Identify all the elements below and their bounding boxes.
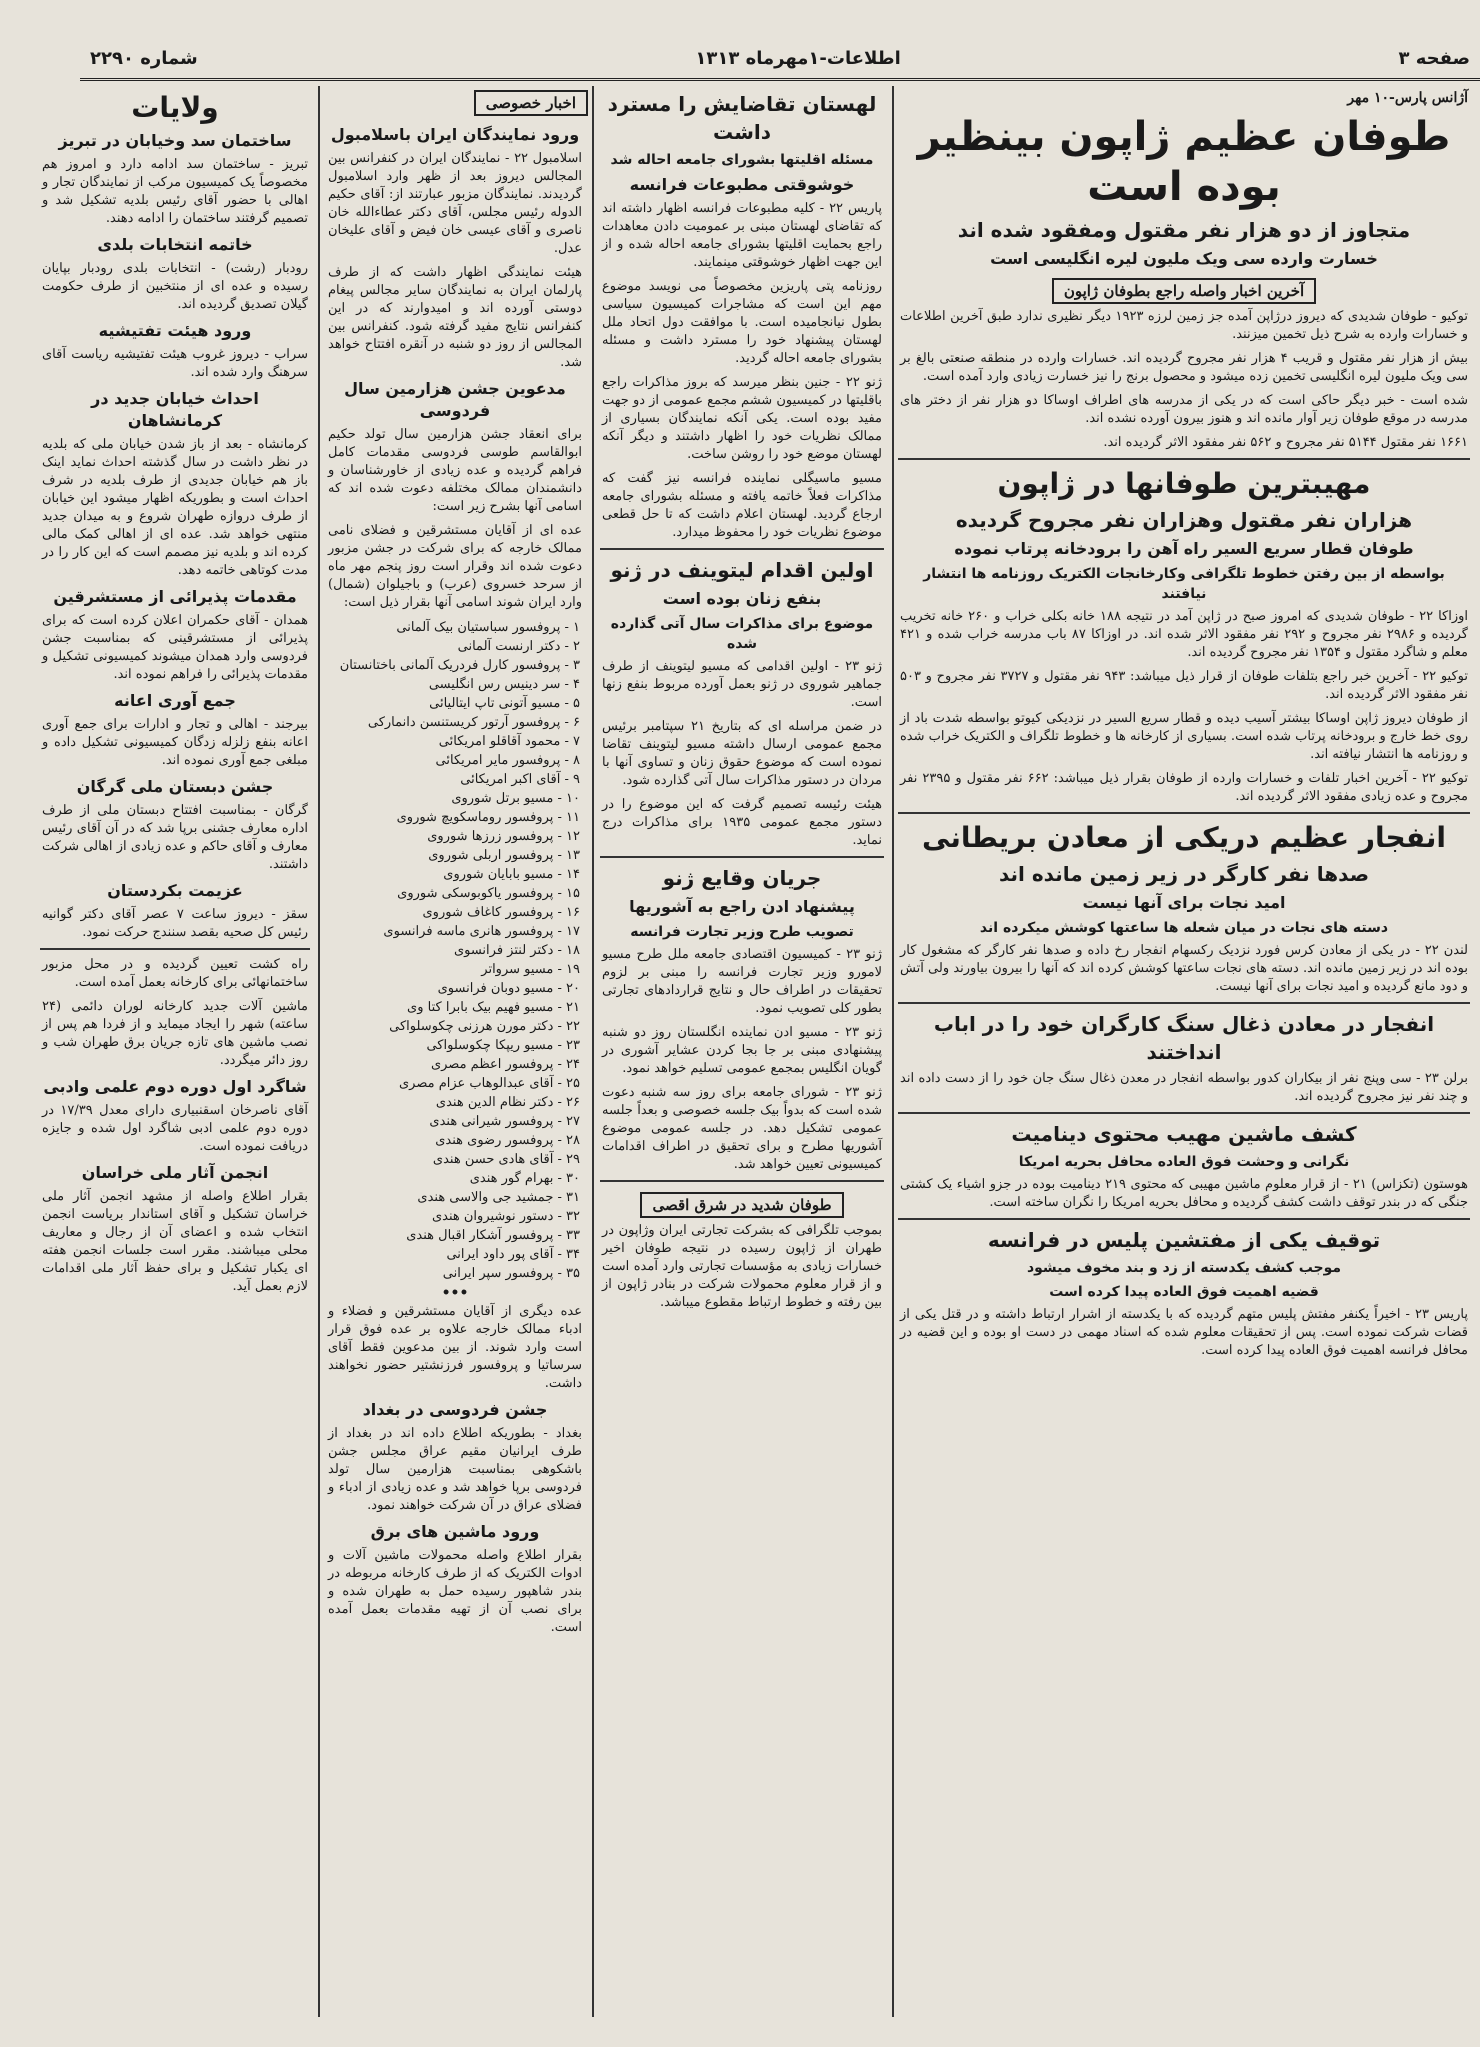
column-4: [36, 86, 314, 2017]
divider: [40, 948, 310, 950]
kicker-telegraph: بواسطه از بین رفتن خطوط تلگرافی وکارخانجات الکتریک روزنامه ها انتشار نیافتند: [923, 566, 1445, 602]
kicker-rescue-teams: دسته های نجات در میان شعله ها ساعتها کوشش میکرده اند: [979, 920, 1389, 936]
section-private-news: اخبار خصوصی: [474, 90, 588, 116]
orientalist-entry: ۳ - پروفسور کارل فردریک آلمانی باختانستان: [339, 658, 580, 673]
headline-mine-explosion: انفجار عظیم دریکی از معادن بریطانی: [922, 821, 1446, 854]
article-paragraph: عده دیگری از آقایان مستشرقین و فضلاء و ادباء ممالک خارجه علاوه بر عده فوق قرار است وارد شوند. از بین مدعوین فقط آقای سرساتیا و پروفسور فرزنشتیر حضور نخواهند داشت.: [328, 1304, 582, 1391]
orientalist-entry: ۱۸ - دکتر لنتز فرانسوی: [453, 943, 580, 958]
issue-date: اطلاعات-۱مهرماه ۱۳۱۳: [695, 47, 901, 69]
headline-dynamite-machine: کشف ماشین مهیب محتوی دینامیت: [1011, 1122, 1357, 1146]
orientalist-entry: ۲۷ - پروفسور شیرانی هندی: [429, 1114, 580, 1129]
subhead-women: بنفع زنان بوده است: [662, 589, 822, 608]
orientalist-entry: ۹ - آقای اکبر امریکائی: [460, 772, 580, 787]
headline-kurdistan-departure: عزیمت بکردستان: [107, 881, 243, 900]
article-paragraph: توکیو ۲۲ - آخرین خبر راجع بتلفات طوفان از قرار ذیل میباشد: ۹۴۳ نفر مقتول و ۳۷۲۷ نفر مجروح و ۵۰۳ نفر مفقود الاثر گردیده اند.: [900, 669, 1468, 702]
headline-donations: جمع آوری اعانه: [114, 691, 236, 710]
orientalist-entry: ۳۲ - دستور نوشیروان هندی: [431, 1209, 580, 1224]
article-paragraph: اوزاکا ۲۲ - طوفان شدیدی که امروز صبح در ژاپن آمد در نتیجه ۱۸۸ خانه بکلی خراب و ۲۶۰ خانه تخریب گردیده و ۲۹۸۶ نفر مجروح و ۲۹۲ نفر مفقود الاثر شده اند. در اوزاکا ۸۷ باب مدرسه خراب شده و ۴۲۱ معلم و شاگرد مقتول و ۱۳۵۴ نفر مجروح گردیده اند.: [900, 609, 1469, 660]
agency-tag: آژانس پارس-۱۰ مهر: [1347, 90, 1468, 106]
article-paragraph: شده است - خبر دیگر حاکی است که در یکی از مدرسه های اطراف اوساکا دو هزار نفر از دختر های مدرسه در موقع طوفان زیر آوار مانده اند و هنوز بیرون آورده نشده اند.: [900, 393, 1468, 426]
article-paragraph: ژنو ۲۳ - شورای جامعه برای روز سه شنبه دعوت شده است که بدواً بیک جلسه خصوصی و بعداً جلسه عمومی تشکیل دهد. در جلسه عمومی موضوع آشوریها مطرح و برای تحقیق در اطراف اقدامات کمیسیونی تعیین خواهد شد.: [602, 1085, 882, 1172]
article-paragraph: توکیو ۲۲ - آخرین اخبار تلفات و خسارات وارده از طوفان بقرار ذیل میباشد: ۶۶۲ نفر مقتول و ۲۳۹۵ نفر مجروح و عده زیادی مفقود الاثر گردیده اند.: [900, 771, 1468, 804]
orientalist-entry: ۲۵ - آقای عبدالوهاب عزام مصری: [398, 1076, 580, 1091]
orientalist-entry: ۳۵ - پروفسور سپر ایرانی: [442, 1266, 580, 1281]
orientalist-entry: ۷ - محمود آقاقلو امریکائی: [438, 734, 580, 749]
headline-khorasan-society: انجمن آثار ملی خراسان: [81, 1163, 269, 1182]
article-paragraph: همدان - آقای حکمران اعلان کرده است که برای پذیرائی از مستشرقینی که بمناسبت جشن فردوسی وارد همدان میشوند کمیسیونی تشکیل و مقدمات پذیرائی را فراهم نموده اند.: [42, 613, 308, 682]
orientalist-entry: ۱۷ - پروفسور هانری ماسه فرانسوی: [383, 924, 580, 939]
orientalist-entry: ۱۵ - پروفسور یاکوبوسکی شوروی: [397, 886, 580, 901]
orientalist-entry: ۵ - مسیو آتونی تاپ ایتالیائی: [429, 696, 580, 711]
divider: [898, 812, 1470, 814]
divider: [898, 1002, 1470, 1004]
column-3: [322, 86, 588, 2017]
headline-baghdad: جشن فردوسی در بغداد: [362, 1400, 548, 1419]
article-paragraph: ژنو ۲۳ - کمیسیون اقتصادی جامعه ملل طرح مسیو لامورو وزیر تجارت فرانسه را مبنی بر لزوم تحقیقات در اطراف حال و نتایج قراردادهای تجارتی بطور کلی تصویب نمود.: [602, 947, 882, 1016]
kicker-french-press: خوشوقتی مطبوعات فرانسه: [629, 175, 855, 194]
divider: [898, 458, 1470, 460]
subhead-navy-concern: نگرانی و وحشت فوق العاده محافل بحریه امریکا: [1018, 1154, 1350, 1170]
kicker-importance: قضیه اهمیت فوق العاده پیدا کرده است: [1049, 1284, 1319, 1300]
article-paragraph: رودبار (رشت) - انتخابات بلدی رودبار بپایان رسیده و عده ای از منتخبین از طرف حکومت گیلان تصدیق گردیده اند.: [42, 261, 308, 312]
article-paragraph: راه کشت تعیین گردیده و در محل مزبور ساختمانهائی برای کارخانه بعمل آمده است.: [42, 957, 308, 990]
kicker-french-commerce: تصویب طرح وزیر تجارت فرانسه: [630, 924, 854, 940]
orientalist-entry: ۱ - پروفسور سباستیان بیک آلمانی: [396, 620, 580, 635]
orientalist-entry: ۲۱ - مسیو فهیم بیک بابرا کتا وی: [407, 1000, 580, 1015]
article-paragraph: کرمانشاه - بعد از باز شدن خیابان ملی که بلدیه در نظر داشت در سال گذشته احداث نماید اینک باز هم خیابان جدیدی از طرف بلدیه در شرف احداث است و بطوریکه اظهار میشود این خیابان از طرف دروازه طهران شروع و به میدان جدید منتهی خواهد شد. عده ای از اهالی کمک مالی کرده اند و بلدیه نیز مصمم است که این کار را در مدت کوتاهی خاتمه دهد.: [42, 437, 308, 578]
headline-severest-typhoons: مهیبترین طوفانها در ژاپون: [997, 467, 1371, 500]
article-paragraph: گرگان - بمناسبت افتتاح دبستان ملی از طرف اداره معارف جشنی برپا شد که در آن آقای رئیس معارف و آقای حاکم و عده زیادی از اهالی شرکت داشتند.: [42, 803, 308, 872]
headline-orientalist-reception: مقدمات پذیرائی از مستشرقین: [53, 587, 297, 606]
orientalist-entry: ۲ - دکتر ارنست آلمانی: [457, 639, 580, 654]
article-paragraph: آقای ناصرخان اسقنبیاری دارای معدل ۱۷/۳۹ در دوره دوم علمی ادبی شاگرد اول شده و جایزه دریافت نموده است.: [42, 1103, 308, 1154]
article-paragraph: پاریس ۲۳ - اخیراً یکنفر مفتش پلیس متهم گردیده که با یکدسته از اشرار ارتباط داشته و در قتل یکی از قضات شرکت نموده است. پس از تحقیقات معلوم شده که اسناد مهمی در دست او بوده و این قضیه در محافل فرانسه اهمیت فوق العاده پیدا کرده است.: [900, 1307, 1469, 1358]
article-paragraph: بغداد - بطوریکه اطلاع داده اند در بغداد از طرف ایرانیان مقیم عراق مجلس جشن باشکوهی بمناسبت هزارمین سال تولد فردوسی برپا خواهد شد و عده زیادی از ادباء و فضلای عراق در آن شرکت خواهند نمود.: [328, 1426, 582, 1513]
orientalist-entry: ۲۶ - دکتر نظام الدین هندی: [435, 1095, 580, 1110]
orientalist-entry: ۱۲ - پروفسور زرزها شوروی: [427, 829, 580, 844]
headline-tabriz-dam: ساختمان سد وخیابان در تبریز: [58, 131, 292, 150]
headline-police-arrest: توقیف یکی از مفتشین پلیس در فرانسه: [987, 1228, 1381, 1252]
article-paragraph: ژنو ۲۲ - جنین بنظر میرسد که بروز مذاکرات راجع باقلیتها در کمیسیون ششم مجمع عمومی از دو جهت مفید بوده است. یکی آنکه نمایندگان بسیاری از ممالک نظریات خود را اظهار داشتند و دیگر آنکه لهستان موضع خود را روشن ساخت.: [602, 375, 882, 462]
headline-top-student: شاگرد اول دوره دوم علمی وادبی: [43, 1077, 307, 1096]
article-paragraph: بیش از هزار نفر مقتول و قریب ۴ هزار نفر مجروح گردیده اند. خسارات وارده در منطقه صنعتی بالغ بر سی ویک ملیون لیره انگلیسی تخمین زده میشود و محصول برنج را نیز خسارت زیادی وارد آمده است.: [900, 351, 1468, 384]
headline-coal-mine: انفجار در معادن ذغال سنگ کارگران خود را در اباب انداختند: [933, 1012, 1435, 1064]
orientalist-entry: ۱۰ - مسیو برتل شوروی: [451, 791, 580, 806]
headline-kermanshah-street: احداث خیابان جدید در کرمانشاهان: [91, 389, 259, 430]
orientalist-entry: ۲۰ - مسیو دوبان فرانسوی: [437, 981, 580, 996]
headline-istanbul: ورود نمایندگان ایران باسلامبول: [330, 125, 580, 144]
column-2: [596, 86, 888, 2017]
orientalist-entry: ۲۳ - مسیو ریپکا چکوسلواکی: [426, 1038, 580, 1053]
headline-litvinov: اولین اقدام لیتوینف در ژنو: [610, 558, 874, 582]
orientalist-entry: ۲۸ - پروفسور رضوی هندی: [435, 1133, 580, 1148]
column-rule: [892, 86, 894, 2017]
kicker-latest-news: آخرین اخبار واصله راجع بطوفان ژاپون: [1052, 278, 1316, 304]
article-paragraph: بقرار اطلاع واصله محمولات ماشین آلات و ادوات الکتریک که از طرف کارخانه مربوطه در بندر شاهپور رسیده حمل به طهران شده و برای نصب آن از تهیه مقدمات بعمل آمده است.: [328, 1548, 582, 1635]
headline-japan-typhoon: طوفان عظیم ژاپون بینظیر بوده است: [917, 114, 1451, 210]
headline-inspection: ورود هیئت تفتیشیه: [98, 321, 252, 340]
orientalist-entry: ۸ - پروفسور مایر امریکائی: [435, 753, 580, 768]
article-paragraph: عده ای از آقایان مستشرقین و فضلای نامی ممالک خارجه که برای شرکت در جشن مزبور دعوت شده اند وقرار است روز پنجم مهر ماه از سرحد خسروی (عرب) و باجیلوان (شمال) وارد ایران شوند اسامی آنها بقرار ذیل است:: [328, 523, 582, 610]
orientalist-entry: ۱۶ - پروفسور کاغاف شوروی: [422, 905, 580, 920]
orientalist-entry: ۲۲ - دکتر مورن هرزنی چکوسلواکی: [389, 1019, 580, 1034]
divider: [600, 548, 884, 550]
article-paragraph: هیئت رئیسه تصمیم گرفت که این موضوع را در دستور مجمع عمومی ۱۹۳۵ برای مذاکرات درج نماید.: [602, 797, 882, 848]
subhead-train: طوفان قطار سریع السیر راه آهن را برودخانه پرتاب نموده: [954, 539, 1414, 558]
orientalist-entry: ۳۳ - پروفسور آشکار اقبال هندی: [406, 1228, 580, 1243]
article-paragraph: بقرار اطلاع واصله از مشهد انجمن آثار ملی خراسان تشکیل و آقای استاندار بریاست انجمن انتخاب شده و اعضای آن از رجال و معاریف محلی میباشند. مقرر است جلسات انجمن هفته ای یکبار تشکیل و برای حفظ آثار ملی اقدامات لازم بعمل آید.: [42, 1189, 308, 1294]
headline-poland: لهستان تقاضایش را مسترد داشت: [607, 92, 877, 144]
subhead-conspiracy: موجب کشف یکدسته از زد و بند مخوف میشود: [1026, 1260, 1342, 1276]
article-paragraph: از طوفان دیروز ژاپن اوساکا بیشتر آسیب دیده و قطار سریع السیر در نزدیکی کیوتو بواسطه شدت باد از روی خط خارج و برودخانه پرتاب شده است. بسیاری از کارخانه ها و خطوط تلگراف و الکتریک خراب شده و روزنامه ها انتشار نیافته اند.: [900, 711, 1468, 762]
orientalist-entry: ۴ - سر دینیس رس انگلیسی: [428, 677, 580, 692]
orientalist-entry: ۱۱ - پروفسور روماسکویچ شوروی: [396, 810, 580, 825]
headline-electric-machines: ورود ماشین های برق: [370, 1522, 540, 1541]
subhead-workers-trapped: صدها نفر کارگر در زیر زمین مانده اند: [998, 862, 1370, 886]
divider: [898, 1218, 1470, 1220]
orientalist-entry: ۳۱ - جمشید جی والاسی هندی: [417, 1190, 580, 1205]
article-paragraph: سقز - دیروز ساعت ۷ عصر آقای دکتر گوانیه رئیس کل صحیه بقصد سنندج حرکت نمود.: [42, 907, 309, 940]
orientalist-entry: ۲۹ - آقای هادی حسن هندی: [432, 1152, 580, 1167]
masthead: [80, 38, 1480, 81]
orientalist-entry: ۱۴ - مسیو بابایان شوروی: [443, 867, 580, 882]
page-label: صفحه ۳: [1398, 47, 1470, 69]
subhead-no-hope: امید نجات برای آنها نیست: [1082, 893, 1286, 912]
article-paragraph: توکیو - طوفان شدیدی که دیروز درژاپن آمده جز زمین لرزه ۱۹۲۳ دیگر نظیری ندارد طبق آخرین اطلاعات و خسارات وارده به شرح ذیل تخمین میزنند.: [900, 309, 1468, 342]
column-rule: [592, 86, 594, 2017]
article-paragraph: برای انعقاد جشن هزارمین سال تولد حکیم ابوالقاسم طوسی فردوسی مقدمات کامل فراهم گردیده و عده زیادی از خاورشناسان و دانشمندان ممالک مختلفه دعوت شده اند که اسامی آنها بشرح زیر است:: [328, 427, 582, 514]
article-paragraph: تبریز - ساختمان سد ادامه دارد و امروز هم مخصوصاً یک کمیسیون مرکب از نمایندگان تجار و اهالی با حضور آقای رئیس بلدیه تشکیل شد و تصمیم گرفتند ساختمان را ادامه دهند.: [42, 157, 308, 226]
article-paragraph: هیئت نمایندگی اظهار داشت که از طرف پارلمان ایران به نمایندگان سایر مجالس پیغام دوستی آورده اند و امیدوارند که در این کنفرانس نتایج مفید گرفته شود. کنفرانس بین المجالس از روز دو شنبه در آنقره افتتاح خواهد شد.: [328, 265, 582, 370]
column-rule: [318, 86, 320, 2017]
article-paragraph: پاریس ۲۲ - کلیه مطبوعات فرانسه اظهار داشته اند که تقاضای لهستان مبنی بر عمومیت دادن معاهدات راجع بحمایت اقلیتها بشورای جامعه احاله شده و از این جهت اظهار خوشوقتی مینمایند.: [602, 201, 882, 270]
orientalist-entry: ۶ - پروفسور آرتور کریستنسن دانمارکی: [367, 715, 580, 730]
article-paragraph: روزنامه پتی پاریزین مخصوصاً می نویسد موضوع مهم این است که مشاجرات کمیسیون سیاسی بطول نیانجامیده است. با موافقت دول اتحاد ملل لهستان پیشنهاد خود را مسترد داشت و مسئله بشورای جامعه احاله گردید.: [602, 279, 882, 366]
article-paragraph: لندن ۲۲ - در یکی از معادن کرس فورد نزدیک رکسهام انفجار رخ داده و صدها نفر کارگر که مشغول کار بوده اند در زیر زمین مانده اند. دسته های نجات ساعتها کوشش کرده اند که آنها را بیرون بیاورند ولی آتش و دود مانع گردیده و امید نجات برای آنها نیست.: [900, 943, 1468, 994]
subhead-eden-assyrians: پیشنهاد ادن راجع به آشوریها: [629, 897, 855, 916]
headline-far-east-storm: طوفان شدید در شرق اقصی: [640, 1192, 843, 1218]
subhead-thousands: هزاران نفر مقتول وهزاران نفر مجروح گردیده: [955, 508, 1413, 532]
article-paragraph: ژنو ۲۳ - مسیو ادن نماینده انگلستان روز دو شنبه پیشنهادی مبنی بر جا بجا کردن عشایر آشوری در گویان انگلیس بمجمع عمومی تسلیم خواهد نمود.: [602, 1025, 883, 1076]
separator-ornament: •••: [441, 1285, 469, 1301]
article-paragraph: ۱۶۶۱ نفر مقتول ۵۱۴۴ نفر مجروح و ۵۶۲ نفر مفقود الاثر گردیده اند.: [1103, 435, 1468, 450]
orientalist-entry: ۲۴ - پروفسور اعظم مصری: [430, 1057, 580, 1072]
subhead-minorities: مسئله اقلیتها بشورای جامعه احاله شد: [610, 152, 874, 168]
divider: [600, 856, 884, 858]
headline-ferdowsi-guests: مدعوین جشن هزارمین سال فردوسی: [344, 379, 566, 420]
orientalist-entry: ۱۹ - مسیو سرواتر: [481, 962, 580, 977]
orientalists-list: [330, 618, 580, 1283]
article-paragraph: بموجب تلگرافی که بشرکت تجارتی ایران وژاپون در طهران از ژاپون رسیده در نتیجه طوفان اخیر خسارات زیادی به مؤسسات تجارتی وارد آمده است و از قرار معلوم محمولات شرکت در بنادر ژاپون از بین رفته و خطوط ارتباط مقطوع میباشد.: [602, 1223, 882, 1310]
divider: [600, 1180, 884, 1182]
article-paragraph: در ضمن مراسله ای که بتاریخ ۲۱ سپتامبر برئیس مجمع عمومی ارسال داشته مسیو لیتوینف تقاضا نموده است که موضوع حقوق زنان و تساوی آنها با مردان در دستور مذاکرات سال آتی گذارده شود.: [602, 719, 882, 788]
divider: [898, 1112, 1470, 1114]
subhead-damages: خسارت وارده سی ویک ملیون لیره انگلیسی است: [990, 249, 1378, 268]
subhead-casualties: متجاوز از دو هزار نفر مقتول ومفقود شده اند: [957, 218, 1411, 242]
issue-number: شماره ۲۲۹۰: [90, 47, 198, 69]
section-provinces: ولایات: [131, 91, 219, 124]
article-paragraph: ماشین آلات جدید کارخانه لوران دائمی (۲۴ ساعته) شهر را ایجاد میماید و از فردا هم پس از نصب ماشین های تازه جریان برق طهران شب و روز دائر میگردد.: [42, 999, 308, 1068]
headline-gorgan-school: جشن دبستان ملی گرگان: [76, 777, 274, 796]
article-paragraph: سراب - دیروز غروب هیئت تفتیشیه ریاست آقای سرهنگ وارد شده اند.: [42, 347, 308, 380]
article-paragraph: ژنو ۲۳ - اولین اقدامی که مسیو لیتوینف از طرف جماهیر شوروی در ژنو بعمل آورده مربوط بنفع زنها است.: [602, 659, 883, 710]
article-paragraph: بیرجند - اهالی و تجار و ادارات برای جمع آوری اعانه بنفع زلزله زدگان کمیسیونی تشکیل داده و مبلغی جمع آوری نموده اند.: [42, 717, 308, 768]
article-paragraph: برلن ۲۳ - سی وپنج نفر از بیکاران کدور بواسطه انفجار در معدن ذغال سنگ جان خود را از دست داده اند و چند نفر نیز مجروح گردیده اند.: [900, 1071, 1469, 1104]
article-paragraph: مسیو ماسیگلی نماینده فرانسه نیز گفت که مذاکرات فعلاً خاتمه یافته و مسئله بشورای جامعه ارجاع گردید. لهستان اعلام داشت که تا حل قطعی موضوع نظریات خود را محفوظ میدارد.: [602, 471, 882, 540]
orientalist-entry: ۳۰ - بهرام گور هندی: [469, 1171, 580, 1186]
column-1: [894, 86, 1474, 2017]
article-paragraph: اسلامبول ۲۲ - نمایندگان ایران در کنفرانس بین المجالس دیروز بعد از ظهر وارد اسلامبول گردیدند. نمایندگان مزبور عبارتند از: آقای حکیم الدوله رئیس مجلس، آقای دکتر عطاءالله خان ناصری و آقای عیسی خان فیض و آقای علیخان عدل.: [328, 151, 582, 256]
orientalist-entry: ۳۴ - آقای پور داود ایرانی: [446, 1247, 580, 1262]
kicker-next-year: موضوع برای مذاکرات سال آتی گذارده شده: [610, 616, 874, 652]
article-paragraph: هوستون (تکزاس) ۲۱ - از قرار معلوم ماشین مهیبی که محتوی ۲۱۹ دینامیت بوده در جزو اشیاء یک کشتی جنگی که در بندر توقف داشت کشف گردیده و محافل بحریه امریکا را نگران ساخته است.: [900, 1177, 1469, 1210]
headline-geneva-events: جریان وقایع ژنو: [662, 866, 822, 890]
orientalist-entry: ۱۳ - پروفسور اربلی شوروی: [428, 848, 580, 863]
headline-municipal-elections: خاتمه انتخابات بلدی: [97, 235, 253, 254]
